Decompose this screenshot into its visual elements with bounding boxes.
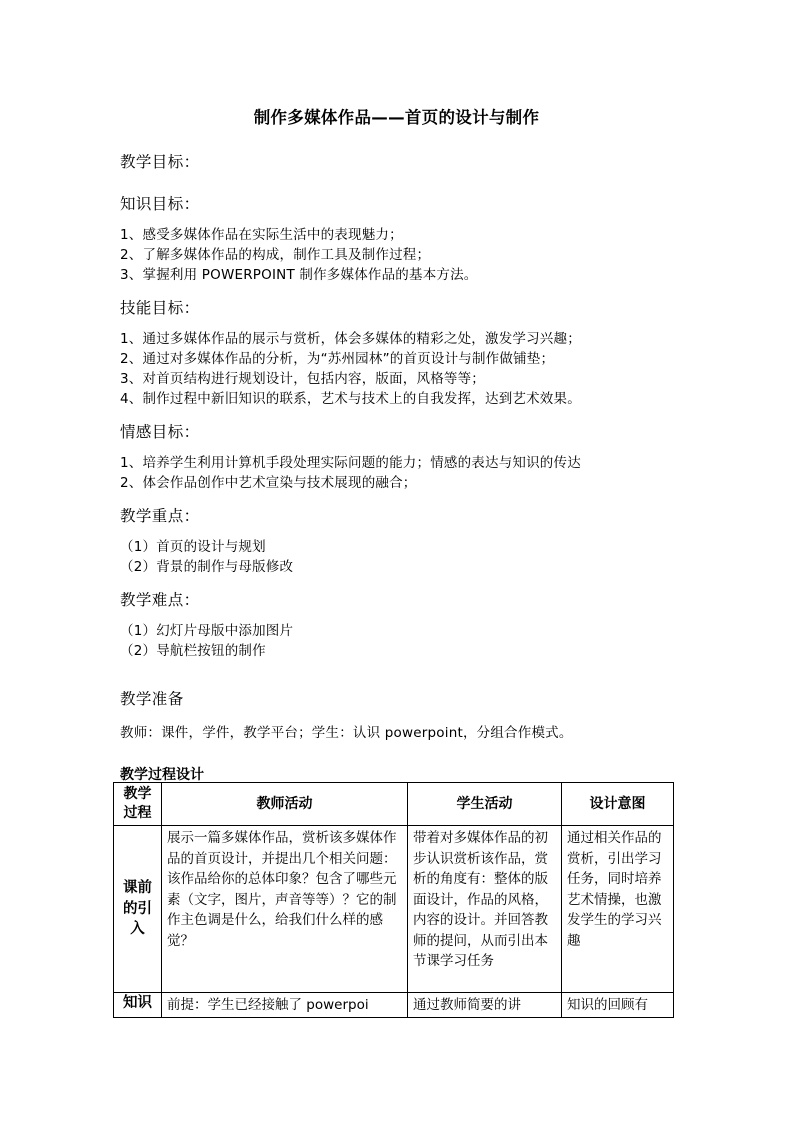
skill-item: 2、通过对多媒体作品的分析，为“苏州园林”的首页设计与制作做铺垫；: [120, 351, 555, 367]
table-row: [114, 826, 674, 993]
skill-item: 4、制作过程中新旧知识的联系，艺术与技术上的自我发挥，达到艺术效果。: [120, 391, 581, 407]
process-title: 教学过程设计: [120, 767, 204, 783]
difficulty-item: （2）导航栏按钮的制作: [120, 643, 266, 659]
difficulties-heading: 教学难点：: [120, 591, 200, 609]
key-points-heading: 教学重点：: [120, 507, 200, 525]
emotion-goals-heading: 情感目标：: [120, 423, 200, 441]
row-stage: 知识: [114, 993, 162, 1018]
teaching-goals-heading: 教学目标：: [120, 153, 200, 171]
row-stage: 课前的引入: [114, 826, 162, 993]
process-table: [113, 782, 674, 1018]
emotion-item: 2、体会作品创作中艺术宣染与技术展现的融合；: [120, 475, 417, 491]
knowledge-item: 3、掌握利用 POWERPOINT 制作多媒体作品的基本方法。: [120, 267, 478, 283]
page-title: 制作多媒体作品——首页的设计与制作: [253, 108, 540, 127]
row-student-activity: 通过教师简要的讲: [408, 993, 562, 1018]
emotion-item: 1、培养学生利用计算机手段处理实际问题的能力；情感的表达与知识的传达: [120, 455, 581, 471]
row-student-activity: 带着对多媒体作品的初步认识赏析该作品，赏析的角度有：整体的版面设计，作品的风格，内容的设计。并回答教师的提问，从而引出本节课学习任务: [408, 826, 562, 993]
knowledge-item: 2、了解多媒体作品的构成，制作工具及制作过程；: [120, 247, 431, 263]
header-teacher: 教师活动: [162, 783, 408, 826]
preparation-text: 教师：课件，学件，教学平台；学生：认识 powerpoint，分组合作模式。: [120, 725, 573, 741]
key-point-item: （2）背景的制作与母版修改: [120, 559, 294, 575]
key-point-item: （1）首页的设计与规划: [120, 539, 266, 555]
knowledge-goals-heading: 知识目标：: [120, 195, 200, 213]
header-student: 学生活动: [408, 783, 562, 826]
table-row: [114, 993, 674, 1018]
table-header-row: [114, 783, 674, 826]
skill-item: 3、对首页结构进行规划设计，包括内容，版面，风格等等；: [120, 371, 485, 387]
row-teacher-activity: 前提：学生已经接触了 powerpoi: [162, 993, 408, 1018]
knowledge-item: 1、感受多媒体作品在实际生活中的表现魅力；: [120, 227, 403, 243]
difficulty-item: （1）幻灯片母版中添加图片: [120, 623, 294, 639]
header-intent: 设计意图: [562, 783, 674, 826]
row-design-intent: 通过相关作品的赏析，引出学习任务，同时培养艺术情操，也激发学生的学习兴趣: [562, 826, 674, 993]
row-design-intent: 知识的回顾有: [562, 993, 674, 1018]
skill-goals-heading: 技能目标：: [120, 299, 200, 317]
skill-item: 1、通过多媒体作品的展示与赏析，体会多媒体的精彩之处，激发学习兴趣；: [120, 331, 581, 347]
header-stage: 教学过程: [114, 783, 162, 826]
preparation-heading: 教学准备: [120, 690, 184, 708]
row-teacher-activity: 展示一篇多媒体作品，赏析该多媒体作品的首页设计，并提出几个相关问题：该作品给你的总体印象？包含了哪些元素（文字，图片，声音等等）？它的制作主色调是什么，给我们什么样的感觉？: [162, 826, 408, 993]
